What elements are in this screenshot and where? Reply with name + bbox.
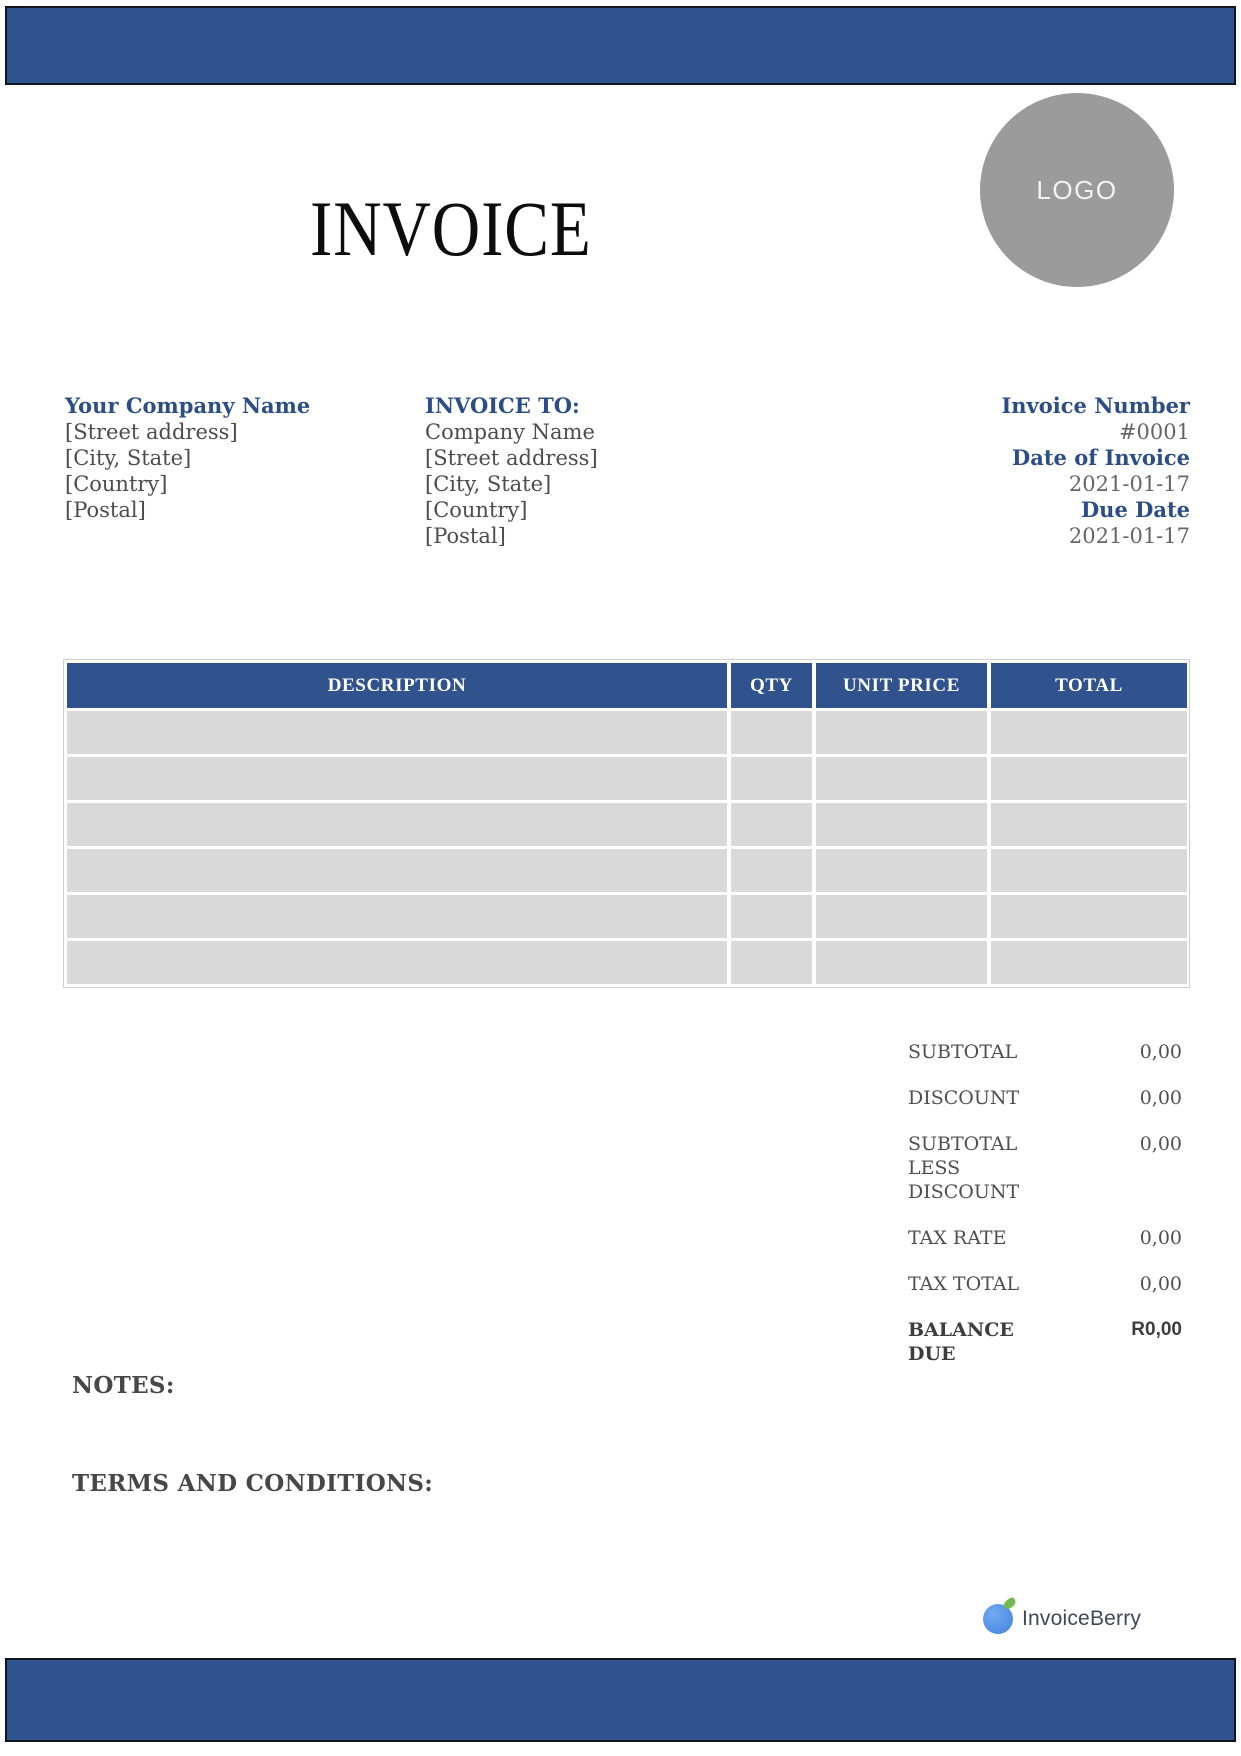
bottom-brand-bar — [5, 1658, 1236, 1742]
item-cell — [67, 849, 727, 892]
item-cell — [991, 895, 1187, 938]
bill-to-postal: [Postal] — [425, 524, 506, 548]
bill-to-street: [Street address] — [425, 446, 598, 470]
item-cell — [816, 803, 987, 846]
invoiceberry-brand — [983, 1598, 1141, 1634]
bill-to-heading: INVOICE TO: — [425, 393, 580, 418]
item-cell — [67, 895, 727, 938]
item-cell — [731, 803, 812, 846]
tax-rate-value: 0,00 — [1139, 1227, 1182, 1249]
tax-total-value: 0,00 — [1139, 1273, 1182, 1295]
top-brand-bar — [5, 6, 1236, 85]
logo-placeholder — [980, 93, 1174, 287]
item-cell — [731, 941, 812, 984]
subtotal-row — [908, 1040, 1182, 1064]
discount-value: 0,00 — [1139, 1087, 1182, 1109]
terms-heading: TERMS AND CONDITIONS: — [72, 1470, 434, 1497]
column-header-description: DESCRIPTION — [67, 663, 727, 708]
item-cell — [816, 711, 987, 754]
due-date-value: 2021-01-17 — [1068, 524, 1190, 548]
line-items-table — [63, 659, 1190, 988]
item-cell — [816, 941, 987, 984]
subtotal-value: 0,00 — [1139, 1041, 1182, 1063]
item-cell — [816, 757, 987, 800]
logo-placeholder-label: LOGO — [1036, 174, 1118, 205]
invoice-date-value: 2021-01-17 — [1068, 472, 1190, 496]
seller-country: [Country] — [65, 472, 168, 496]
tax-rate-label: TAX RATE — [908, 1227, 1007, 1249]
notes-heading: NOTES: — [72, 1372, 175, 1399]
subtotal-label: SUBTOTAL — [908, 1041, 1018, 1063]
bill-to-country: [Country] — [425, 498, 528, 522]
column-header-unit-price: UNIT PRICE — [816, 663, 987, 708]
balance-due-value: R0,00 — [1131, 1319, 1182, 1340]
balance-due-label: BALANCE DUE — [908, 1319, 1014, 1365]
totals-section — [908, 1040, 1182, 1388]
item-cell — [731, 757, 812, 800]
item-cell — [67, 941, 727, 984]
item-cell — [731, 711, 812, 754]
bill-to-city-state: [City, State] — [425, 472, 552, 496]
invoice-number-label: Invoice Number — [1001, 393, 1190, 418]
item-cell — [67, 711, 727, 754]
bill-to-block — [425, 393, 725, 549]
tax-total-row — [908, 1272, 1182, 1296]
item-cell — [816, 895, 987, 938]
invoice-number-value: #0001 — [1118, 420, 1190, 444]
item-cell — [991, 941, 1187, 984]
tax-total-label: TAX TOTAL — [908, 1273, 1020, 1295]
discount-label: DISCOUNT — [908, 1087, 1020, 1109]
seller-street: [Street address] — [65, 420, 238, 444]
subtotal-less-discount-value: 0,00 — [1139, 1133, 1182, 1155]
item-cell — [731, 895, 812, 938]
balance-due-row — [908, 1318, 1182, 1366]
page-title: INVOICE — [310, 185, 592, 272]
item-cell — [816, 849, 987, 892]
column-header-total: TOTAL — [991, 663, 1187, 708]
subtotal-less-discount-label: SUBTOTAL LESS DISCOUNT — [908, 1133, 1020, 1203]
discount-row — [908, 1086, 1182, 1110]
item-cell — [991, 711, 1187, 754]
due-date-label: Due Date — [1080, 497, 1190, 522]
item-cell — [991, 803, 1187, 846]
seller-company-name: Your Company Name — [65, 393, 311, 418]
invoice-date-label: Date of Invoice — [1012, 445, 1190, 470]
column-header-qty: QTY — [731, 663, 812, 708]
item-cell — [991, 849, 1187, 892]
berry-logo-icon — [983, 1604, 1013, 1634]
invoice-meta-block — [860, 393, 1190, 549]
leaf-icon — [1002, 1596, 1018, 1610]
brand-name: InvoiceBerry — [1022, 1606, 1142, 1630]
item-cell — [731, 849, 812, 892]
bill-to-company: Company Name — [425, 420, 595, 444]
subtotal-less-discount-row — [908, 1132, 1182, 1204]
tax-rate-row — [908, 1226, 1182, 1250]
item-cell — [67, 803, 727, 846]
seller-postal: [Postal] — [65, 498, 146, 522]
item-cell — [991, 757, 1187, 800]
item-cell — [67, 757, 727, 800]
seller-city-state: [City, State] — [65, 446, 192, 470]
seller-address-block — [65, 393, 365, 523]
